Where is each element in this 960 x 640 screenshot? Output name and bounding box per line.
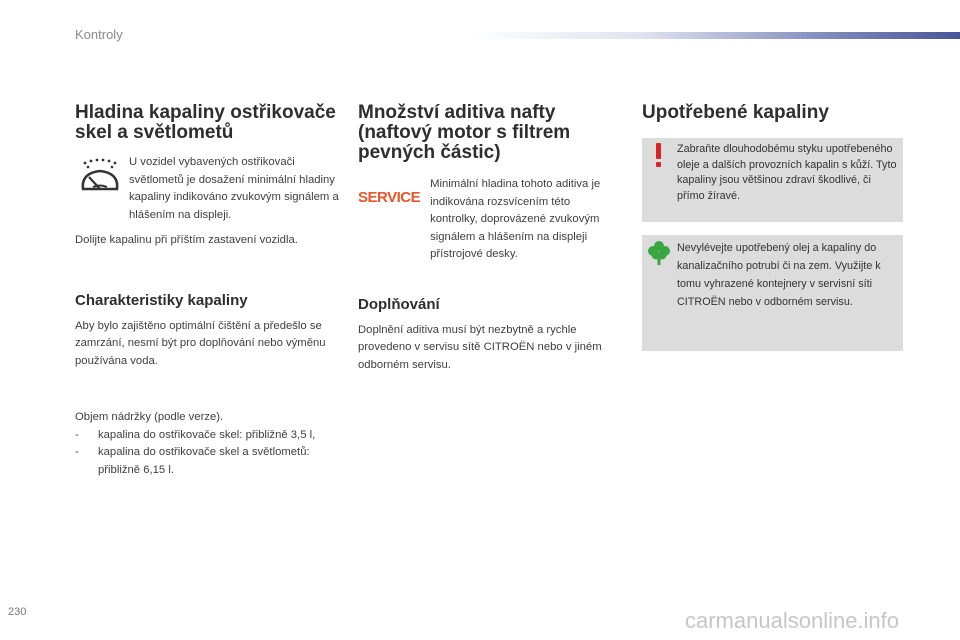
washer-fluid-intro: U vozidel vybavených ostřikovači světlometů je dosažení minimální hladiny kapaliny indikováno zvukovým signálem a hlášením na displeji.	[129, 156, 339, 221]
watermark: carmanualsonline.info	[685, 608, 900, 633]
used-fluids-title: Upotřebené kapaliny	[642, 102, 829, 123]
tree-icon	[648, 240, 670, 266]
windshield-washer-icon	[75, 157, 125, 197]
volume-list	[75, 427, 345, 480]
list-item: - kapalina do ostřikovače skel a světlometů: přibližně 6,15 l.	[75, 444, 338, 479]
characteristics-text: Aby bylo zajištěno optimální čištění a předešlo se zamrzání, nesmí být pro doplňování nebo výměnu používána voda.	[75, 319, 326, 367]
washer-refill-note: Dolijte kapalinu při příštím zastavení vozidla.	[75, 234, 298, 246]
additive-title: Množství aditiva nafty (naftový motor s filtrem pevných částic)	[358, 102, 571, 163]
column-used-fluids	[642, 103, 903, 123]
exclamation-icon	[652, 142, 666, 168]
warning-text: Zabraňte dlouhodobému styku upotřebeného oleje a dalších provozních kapalin s kůží. Tyto kapaliny jsou většinou zdraví škodlivé, či přímo žíravé.	[677, 143, 897, 202]
list-item: - kapalina do ostřikovače skel: přibližně 3,5 l,	[75, 427, 345, 445]
characteristics-title: Charakteristiky kapaliny	[75, 291, 248, 309]
refill-text: Doplnění aditiva musí být nezbytně a rychle provedeno v servisu sítě CITROËN nebo v jiném odborném servisu.	[358, 323, 602, 371]
page-number: 230	[8, 606, 27, 618]
service-warning-icon: SERVICE	[358, 189, 421, 206]
header-gradient-bar	[470, 32, 960, 39]
volume-intro: Objem nádržky (podle verze).	[75, 411, 224, 423]
section-label: Kontroly	[75, 27, 123, 42]
eco-box	[642, 235, 903, 351]
column-diesel-additive	[358, 103, 613, 374]
eco-text: Nevylévejte upotřebený olej a kapaliny do kanalizačního potrubí či na zem. Využijte k tomu vyhrazené kontejnery v servisní síti CITROËN nebo v odborném servisu.	[677, 242, 881, 308]
warning-box	[642, 138, 903, 222]
additive-intro: Minimální hladina tohoto aditiva je indikována rozsvícením této kontrolky, doprovázené zvukovým signálem a hlášením na displeji přístrojové desky.	[430, 178, 601, 260]
washer-fluid-title: Hladina kapaliny ostřikovače skel a světlometů	[75, 102, 336, 143]
refill-title: Doplňování	[358, 295, 440, 313]
column-washer-fluid	[75, 103, 345, 479]
